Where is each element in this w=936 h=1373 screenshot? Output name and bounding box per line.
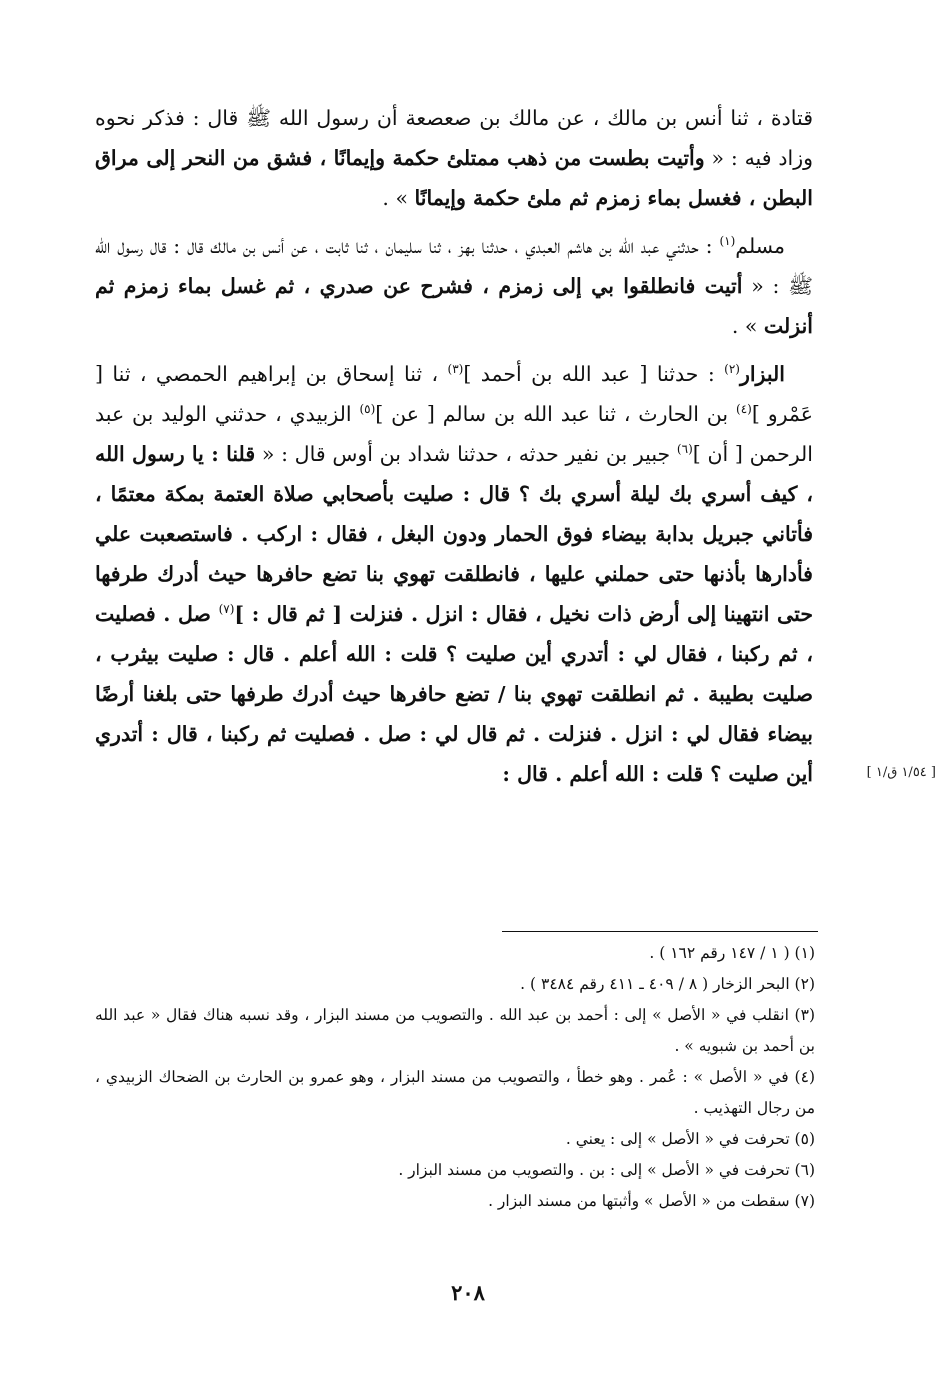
footnote-1: (١) ( ١ / ١٤٧ رقم ١٦٢ ) . bbox=[649, 944, 815, 962]
footnote-marker: (٦) bbox=[676, 442, 693, 457]
paragraph-bazzar bbox=[95, 354, 813, 794]
footnote-3: (٣) انقلب في « الأصل » إلى : أحمد بن عبد الله . والتصويب من مسند البزار ، وقد نسبه هناك فقال « عبد الله بن أحمد بن شبويه » . bbox=[95, 1006, 815, 1055]
footnotes bbox=[95, 938, 815, 1217]
narration-text: ، ثنا إسحاق بن إبراهيم الحمصي ، ثنا [ عَمْرو ] bbox=[95, 362, 813, 426]
hadith-text: البزار bbox=[739, 362, 785, 386]
narration-text: جبير بن نفير حدثه ، حدثنا شداد بن أوس قال : « bbox=[255, 442, 677, 466]
footnote-marker: (٢) bbox=[724, 362, 740, 377]
hadith-text: قلنا : يا رسول الله ، كيف أسري بك ليلة أسري بك ؟ قال : صليت بأصحابي صلاة العتمة بمكة معتمًا ، فأتاني جبريل بدابة بيضاء فوق الحمار ودون البغل ، فقال : اركب . فاستصعبت علي فأدارها بأذنها حتى حملني عليها ، فانطلقت تهوي بنا تضع حافرها حيث أدرك طرفها حتى انتهينا إلى أرض ذات نخيل ، فقال : انزل . فنزلت [ ثم قال : ] bbox=[95, 442, 813, 626]
footnote-marker: (٤) bbox=[736, 402, 752, 417]
hadith-text: أتيت فانطلقوا بي إلى زمزم ، فشرح عن صدري ، ثم غسل بماء زمزم ثم أنزلت bbox=[95, 274, 813, 338]
footnote-2: (٢) البحر الزخار ( ٨ / ٤٠٩ ـ ٤١١ رقم ٣٤٨٤ ) . bbox=[520, 975, 815, 993]
page-number: ٢٠٨ bbox=[451, 1280, 485, 1305]
narration-text: مسلم bbox=[735, 234, 785, 258]
narration-text: » . bbox=[731, 314, 764, 338]
paragraph-muslim bbox=[95, 226, 813, 346]
main-text bbox=[95, 98, 813, 802]
footnote-7: (٧) سقطت من « الأصل » وأثبتها من مسند البزار . bbox=[488, 1192, 815, 1210]
hadith-text: وأتيت بطست من ذهب ممتلئ حكمة وإيمانًا ، فشق من النحر إلى مراق البطن ، فغسل بماء زمزم ثم ملئ حكمة وإيمانًا bbox=[95, 146, 813, 210]
narration-text: : حدثني عبد الله بن هاشم العبدي ، حدثنا بهز ، ثنا سليمان ، ثنا ثابت ، عن أنس بن مالك قال : قال رسول الله ﷺ : « bbox=[95, 234, 813, 298]
footnote-6: (٦) تحرفت في « الأصل » إلى : بن . والتصويب من مسند البزار . bbox=[398, 1161, 815, 1179]
narration-text: الزبيدي ، حدثني الوليد بن عبد الرحمن [ أن ] bbox=[95, 402, 813, 466]
narration-text: : حدثنا [ عبد الله بن أحمد ] bbox=[463, 362, 725, 386]
margin-manuscript-reference: [ ١/٥٤ ق/١ ] bbox=[866, 765, 936, 780]
footnote-marker: (٣) bbox=[447, 362, 464, 377]
narration-text: قتادة ، ثنا أنس بن مالك ، عن مالك بن صعصعة أن رسول الله ﷺ قال : فذكر نحوه وزاد فيه : « bbox=[95, 106, 813, 170]
hadith-text: صل . فصليت ، ثم ركبنا ، فقال لي : أتدري أين صليت ؟ قلت : الله أعلم . قال : صليت بيثرب ، صليت بطيبة . ثم انطلقت تهوي بنا / تضع حافرها حيث أدرك طرفها حتى بلغنا أرضًا بيضاء فقال لي : انزل . فنزلت . ثم قال لي : صل . فصليت ثم ركبنا ، قال : أتدري أين صليت ؟ قلت : الله أعلم . قال : bbox=[95, 602, 813, 786]
footnote-4: (٤) في « الأصل » : عُمر . وهو خطأ ، والتصويب من مسند البزار ، وهو عمرو بن الحارث بن الضحاك الزبيدي ، من رجال التهذيب . bbox=[95, 1068, 815, 1117]
footnote-5: (٥) تحرفت في « الأصل » إلى : يعني . bbox=[565, 1130, 815, 1148]
footnote-separator bbox=[502, 931, 818, 932]
paragraph-qatada bbox=[95, 98, 813, 218]
narration-text: بن الحارث ، ثنا عبد الله بن سالم [ عن ] bbox=[375, 402, 736, 426]
footnote-marker: (١) bbox=[719, 234, 736, 249]
footnote-marker: (٧) bbox=[218, 602, 235, 617]
narration-text: » . bbox=[382, 186, 415, 210]
footnote-marker: (٥) bbox=[359, 402, 376, 417]
